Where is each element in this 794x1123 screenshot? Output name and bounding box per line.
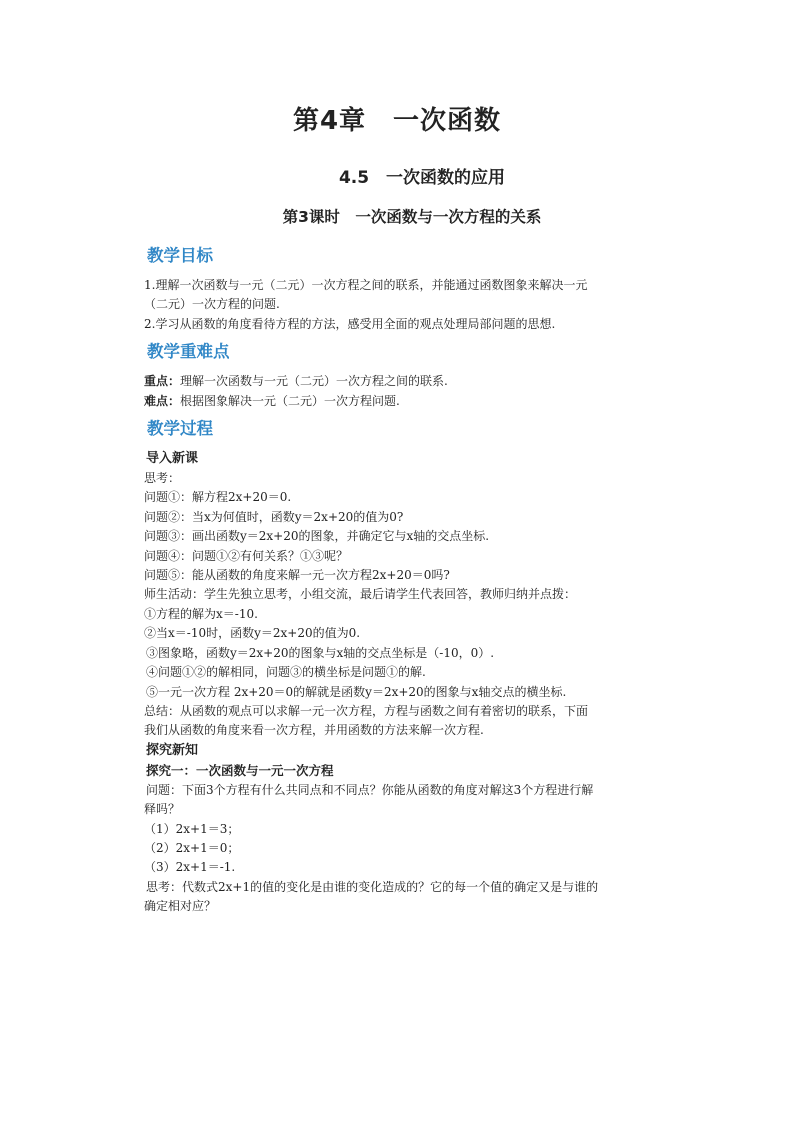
focus-label: 重点： xyxy=(144,374,181,389)
intro-line: 问题①：解方程2x+20＝0. xyxy=(144,490,292,505)
intro-line: 师生活动：学生先独立思考，小组交流，最后请学生代表回答，教师归纳并点拨： xyxy=(144,587,577,602)
explore-line: （3）2x+1＝-1. xyxy=(144,860,236,875)
focus-text: 理解一次函数与一元（二元）一次方程之间的联系. xyxy=(180,374,448,389)
intro-line: ⑤一元一次方程 2x+20＝0的解就是函数y＝2x+20的图象与x轴交点的横坐标. xyxy=(146,684,567,699)
intro-line: ②当x＝-10时，函数y＝2x+20的值为0. xyxy=(144,626,361,641)
explore-line: 思考：代数式2x+1的值的变化是由谁的变化造成的？它的每一个值的确定又是与谁的 xyxy=(146,879,599,894)
section-title: 4.5 一次函数的应用 xyxy=(338,168,506,188)
explore-line: （2）2x+1＝0； xyxy=(144,840,240,855)
explore-line: 问题：下面3个方程有什么共同点和不同点？你能从函数的角度对解这3个方程进行解 xyxy=(146,782,594,797)
intro-line: ④问题①②的解相同，问题③的横坐标是问题①的解. xyxy=(146,665,426,680)
difficulty-line xyxy=(144,392,674,411)
objective-line: （二元）一次方程的问题. xyxy=(144,297,280,312)
intro-line: 思考： xyxy=(144,471,181,486)
intro-line: 问题④：问题①②有何关系？①③呢？ xyxy=(144,548,349,563)
explore-line: 释吗？ xyxy=(144,802,181,817)
intro-line: 问题②：当x为何值时，函数y＝2x+20的值为0? xyxy=(144,509,404,524)
difficulty-text: 根据图象解决一元（二元）一次方程问题. xyxy=(180,393,400,408)
difficulty-label: 难点： xyxy=(144,393,181,408)
intro-line: ①方程的解为x＝-10. xyxy=(144,606,258,621)
lesson-title: 第3课时 一次函数与一次方程的关系 xyxy=(282,208,542,226)
intro-line: 我们从函数的角度来看一次方程，并用函数的方法来解一次方程. xyxy=(144,723,484,738)
intro-line: 总结：从函数的观点可以求解一元一次方程，方程与函数之间有着密切的联系，下面 xyxy=(144,703,589,718)
intro-line: 问题⑤：能从函数的角度来解一元一次方程2x+20＝0吗? xyxy=(144,568,450,583)
key-points-heading: 教学重难点 xyxy=(147,342,230,362)
intro-line: ③图象略，函数y＝2x+20的图象与x轴的交点坐标是（-10，0）. xyxy=(146,645,495,660)
intro-heading: 导入新课 xyxy=(146,451,199,467)
document-body xyxy=(144,244,674,917)
explore-heading: 探究新知 xyxy=(146,742,199,758)
objective-line: 2.学习从函数的角度看待方程的方法，感受用全面的观点处理局部问题的思想. xyxy=(144,316,556,331)
intro-line: 问题③：画出函数y＝2x+20的图象，并确定它与x轴的交点坐标. xyxy=(144,529,490,544)
explore-line: （1）2x+1＝3； xyxy=(144,821,240,836)
process-heading: 教学过程 xyxy=(147,419,213,439)
chapter-title: 第4章 一次函数 xyxy=(292,106,502,136)
focus-line xyxy=(144,372,674,391)
objectives-heading: 教学目标 xyxy=(147,246,213,265)
objective-line: 1.理解一次函数与一元（二元）一次方程之间的联系，并能通过函数图象来解决一元 xyxy=(144,278,588,292)
explore-line: 确定相对应？ xyxy=(144,899,217,914)
explore-subheading: 探究一：一次函数与一元一次方程 xyxy=(146,762,334,778)
